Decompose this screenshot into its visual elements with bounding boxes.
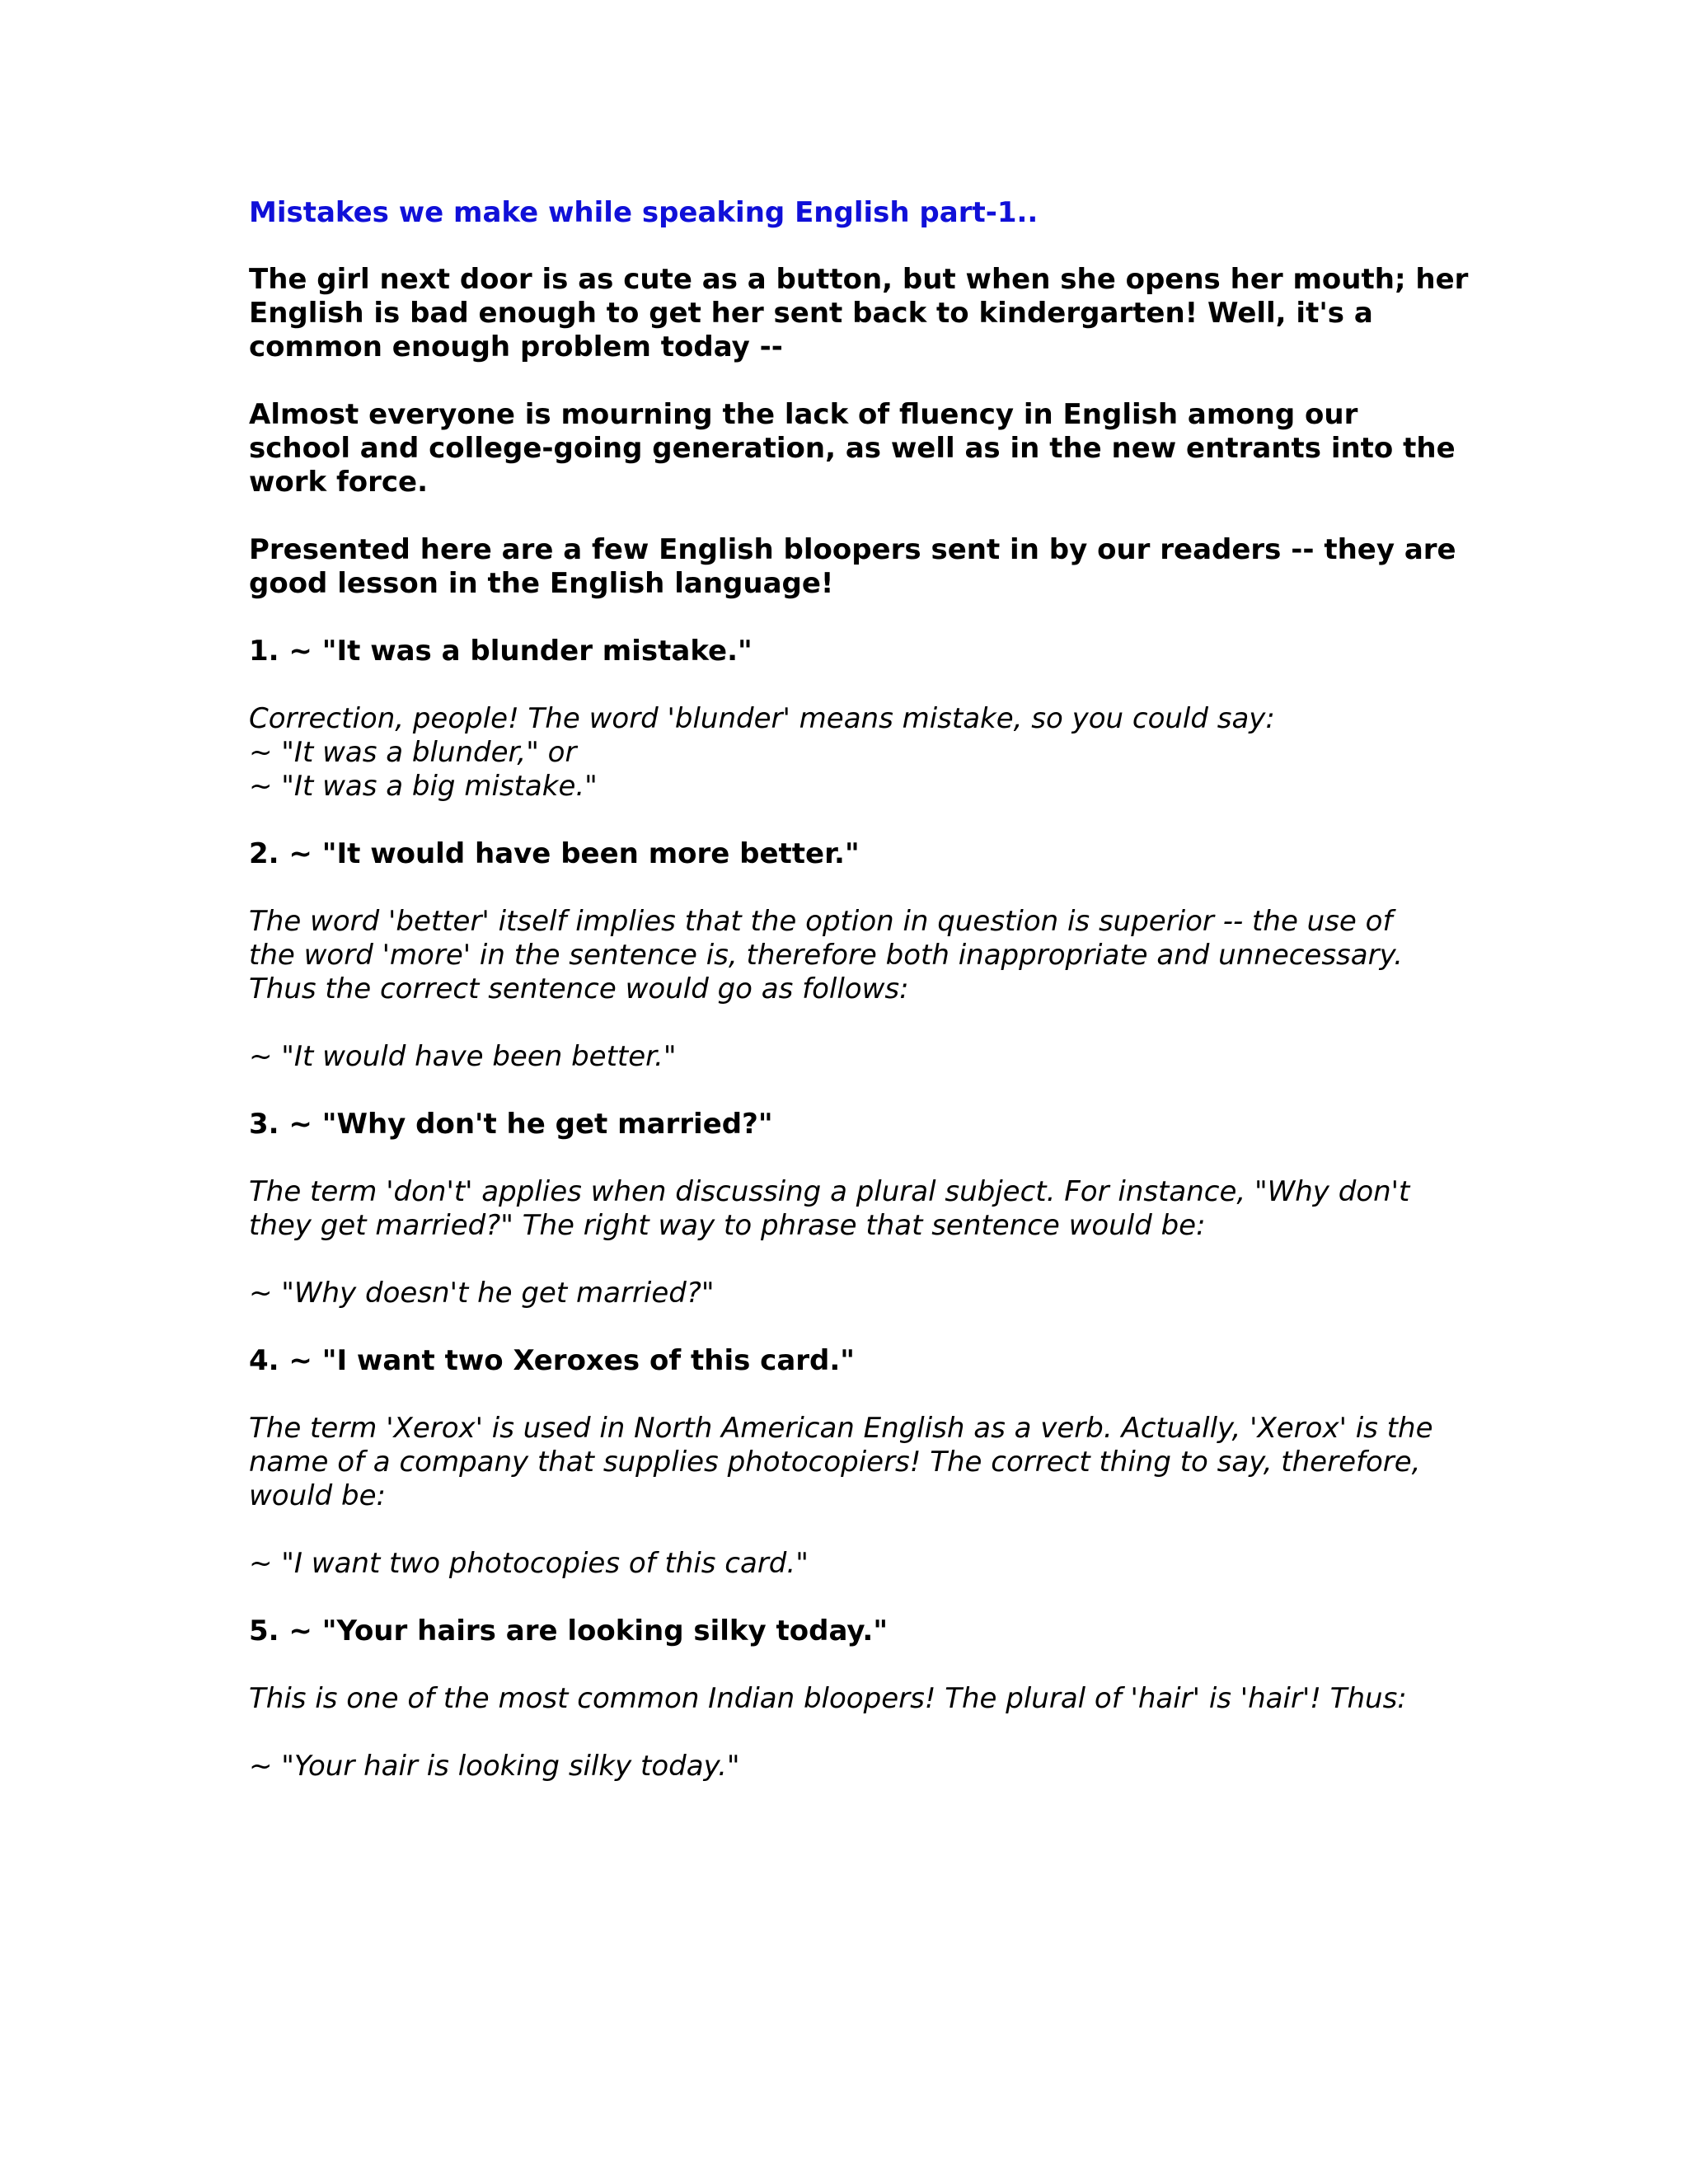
text-line: common enough problem today -- <box>249 330 783 363</box>
mistake-correction: ~ "It would have been better." <box>249 1040 677 1073</box>
text-line: This is one of the most common Indian bloopers! The plural of 'hair' is 'hair'! Thus: <box>249 1682 1407 1715</box>
text-line: the word 'more' in the sentence is, therefore both inappropriate and unnecessary. <box>249 939 1403 972</box>
mistake-heading: 1. ~ "It was a blunder mistake." <box>249 635 753 668</box>
text-line: name of a company that supplies photocopiers! The correct thing to say, therefore, <box>249 1446 1421 1479</box>
page-title: Mistakes we make while speaking English part-1.. <box>249 196 1039 229</box>
intro-paragraph <box>249 533 1456 601</box>
mistake-heading: 2. ~ "It would have been more better." <box>249 837 860 870</box>
text-line: The word 'better' itself implies that the option in question is superior -- the use of <box>249 905 1393 938</box>
text-line: The term 'don't' applies when discussing a plural subject. For instance, "Why don't <box>249 1175 1410 1208</box>
mistake-explanation <box>249 1412 1452 1513</box>
mistake-explanation <box>249 1175 1452 1243</box>
intro-paragraph <box>249 263 1469 364</box>
mistake-correction: ~ "Why doesn't he get married?" <box>249 1277 715 1310</box>
intro-paragraph <box>249 398 1456 499</box>
mistake-correction: ~ "Your hair is looking silky today." <box>249 1750 740 1783</box>
mistake-explanation <box>249 905 1452 1006</box>
document-page <box>249 196 1469 1817</box>
text-line: The girl next door is as cute as a button, but when she opens her mouth; her <box>249 263 1469 296</box>
text-line: English is bad enough to get her sent back to kindergarten! Well, it's a <box>249 297 1373 330</box>
text-line: work force. <box>249 466 429 499</box>
text-line: ~ "It was a blunder," or <box>249 736 577 769</box>
text-line: Thus the correct sentence would go as follows: <box>249 972 909 1005</box>
text-line: good lesson in the English language! <box>249 567 834 600</box>
mistake-explanation <box>249 1682 1452 1716</box>
text-line: Correction, people! The word 'blunder' means mistake, so you could say: <box>249 702 1275 735</box>
text-line: Almost everyone is mourning the lack of fluency in English among our <box>249 398 1358 431</box>
text-line: ~ "It was a big mistake." <box>249 770 598 803</box>
mistake-correction: ~ "I want two photocopies of this card." <box>249 1547 809 1580</box>
mistake-explanation <box>249 702 1452 804</box>
mistake-heading: 4. ~ "I want two Xeroxes of this card." <box>249 1344 856 1377</box>
text-line: would be: <box>249 1479 386 1512</box>
text-line: The term 'Xerox' is used in North American English as a verb. Actually, 'Xerox' is the <box>249 1412 1433 1445</box>
mistake-heading: 5. ~ "Your hairs are looking silky today." <box>249 1615 889 1647</box>
text-line: school and college-going generation, as well as in the new entrants into the <box>249 432 1456 465</box>
text-line: Presented here are a few English bloopers sent in by our readers -- they are <box>249 533 1456 566</box>
mistake-heading: 3. ~ "Why don't he get married?" <box>249 1108 773 1141</box>
text-line: they get married?" The right way to phrase that sentence would be: <box>249 1209 1206 1242</box>
